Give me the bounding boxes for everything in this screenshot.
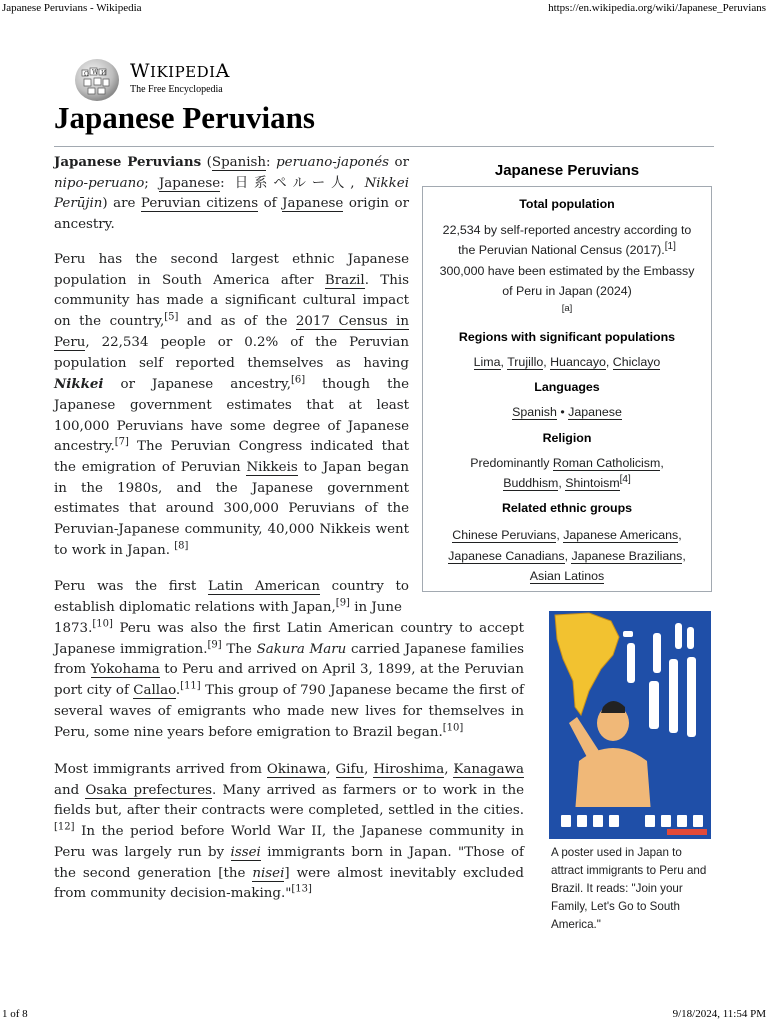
- wikipedia-globe-icon: [72, 58, 122, 102]
- ref-13[interactable]: [13]: [291, 883, 312, 895]
- link-spanish[interactable]: Spanish: [211, 155, 267, 170]
- page-title: Japanese Peruvians: [54, 100, 315, 135]
- link-huancayo[interactable]: Huancayo: [550, 355, 606, 369]
- link-lima[interactable]: Lima: [473, 355, 501, 369]
- link-roman-catholicism[interactable]: Roman Catholicism: [552, 456, 661, 470]
- infobox-related-line2: Japanese Canadians, Japanese Brazilians,: [448, 549, 686, 563]
- infobox-languages: Spanish • Japanese: [512, 405, 622, 419]
- print-header: [2, 2, 766, 16]
- infobox-header-regions: Regions with significant populations: [458, 330, 676, 344]
- infobox-pop-line1: 22,534 by self-reported ancestry according to: [442, 223, 692, 237]
- print-header-title: Japanese Peruvians - Wikipedia: [2, 2, 142, 14]
- ref-9[interactable]: [9]: [335, 597, 350, 609]
- ref-8[interactable]: [8]: [174, 540, 189, 552]
- infobox-header-religion: Religion: [542, 431, 592, 445]
- ref-10[interactable]: [10]: [92, 618, 113, 630]
- infobox: [422, 186, 712, 592]
- link-peruvian-citizens[interactable]: Peruvian citizens: [140, 196, 259, 212]
- poster-caption: A poster used in Japan to attract immigrants to Peru and Brazil. It reads: "Join your Family, Let's Go to South America.": [551, 846, 707, 931]
- infobox-religion-line2: Buddhism, Shintoism[4]: [503, 473, 631, 490]
- ref-12[interactable]: [12]: [54, 821, 75, 833]
- link-nikkeis[interactable]: Nikkeis: [246, 460, 298, 476]
- ref-9b[interactable]: [9]: [207, 639, 222, 651]
- infobox-title: Japanese Peruvians: [494, 162, 640, 179]
- ref-10b[interactable]: [10]: [442, 722, 464, 734]
- link-callao[interactable]: Callao: [133, 683, 176, 699]
- ref-4[interactable]: [4]: [619, 473, 631, 485]
- infobox-related-line3: [427, 566, 707, 586]
- link-japanese-language[interactable]: Japanese: [158, 175, 221, 191]
- page-number: 1 of 8: [2, 1008, 28, 1020]
- print-footer: [2, 1008, 766, 1022]
- link-osaka[interactable]: Osaka prefectures: [85, 782, 213, 798]
- wikipedia-wordmark: WIKIPEDIA: [130, 60, 230, 82]
- print-header-url[interactable]: https://en.wikipedia.org/wiki/Japanese_Peruvians: [548, 2, 766, 14]
- svg-text:Ω: Ω: [84, 71, 89, 78]
- link-latin-american[interactable]: Latin American: [208, 579, 320, 594]
- title-divider: [54, 146, 714, 147]
- svg-text:И: И: [101, 70, 107, 77]
- infobox-header-related: Related ethnic groups: [501, 501, 633, 515]
- link-okinawa[interactable]: Okinawa: [266, 762, 327, 777]
- wikipedia-logo[interactable]: [72, 56, 272, 102]
- emigration-poster-image[interactable]: [549, 611, 711, 839]
- link-yokohama[interactable]: Yokohama: [90, 662, 160, 678]
- ref-5[interactable]: [5]: [164, 311, 179, 323]
- link-spanish-language[interactable]: Spanish: [512, 405, 557, 419]
- paragraph-immigrants: Most immigrants arrived from Okinawa, Gifu, Hiroshima, Kanagawa and Osaka prefectures. Many arrived as farmers or to work in the fields but, after their contracts were completed, settled in the cities.[12] In the period before World War II, the Japanese community in Peru was largely run by issei immigrants born in Japan. "Those of the second generation [the nisei] were almost inevitably excluded from community decision-making."[13]: [54, 762, 525, 902]
- ref-7[interactable]: [7]: [114, 436, 129, 448]
- link-japanese-brazilians[interactable]: Japanese Brazilians: [571, 549, 683, 563]
- infobox-religion-line1: Predominantly Roman Catholicism,: [470, 456, 664, 470]
- link-japanese-lang[interactable]: Japanese: [568, 405, 622, 419]
- ref-11[interactable]: [11]: [180, 680, 201, 692]
- link-kanagawa[interactable]: Kanagawa: [453, 762, 525, 777]
- link-japanese-people[interactable]: Japanese: [282, 196, 344, 212]
- infobox-pop-line3: 300,000 have been estimated by the Embassy: [439, 264, 695, 278]
- link-japanese-americans[interactable]: Japanese Americans: [563, 528, 679, 542]
- infobox-related-line1: Chinese Peruvians, Japanese Americans,: [452, 528, 682, 542]
- paragraph-population: Peru has the second largest ethnic Japanese population in South America after Brazil. This community has made a significant cultural impact on the country,[5] and as of the 2017 Census in Peru, 22,534 people or 0.2% of the Peruvian population self reported themselves as having Nikkei or Japanese ancestry,[6] though the Japanese government estimates that at least 100,000 Peruvians have some degree of Japanese ancestry.[7] The Peruvian Congress indicated that the emigration of Peruvian Nikkeis to Japan began in the 1980s, and the Japanese government estimates that around 300,000 Peruvians of the Peruvian-Japanese community, 40,000 Nikkeis went to work in Japan. [8]: [54, 252, 410, 558]
- infobox-pop-line2: the Peruvian National Census (2017).[1]: [458, 240, 676, 257]
- link-asian-latinos[interactable]: Asian Latinos: [529, 569, 605, 583]
- infobox-regions: Lima, Trujillo, Huancayo, Chiclayo: [473, 355, 661, 369]
- link-issei[interactable]: issei: [230, 844, 261, 860]
- ref-1[interactable]: [1]: [664, 240, 676, 252]
- link-japanese-canadians[interactable]: Japanese Canadians: [448, 549, 565, 563]
- link-shintoism[interactable]: Shintoism: [565, 476, 620, 490]
- link-hiroshima[interactable]: Hiroshima: [373, 762, 445, 777]
- paragraph-diplomacy-a: Peru was the first Latin American country to establish diplomatic relations with Japan,[9] in June: [54, 579, 409, 615]
- link-nisei[interactable]: nisei: [252, 865, 285, 881]
- infobox-header-languages: Languages: [534, 380, 600, 394]
- link-2017-census[interactable]: 2017 Census in Peru: [54, 314, 410, 350]
- link-trujillo[interactable]: Trujillo: [507, 355, 544, 369]
- print-datetime: 9/18/2024, 11:54 PM: [672, 1008, 766, 1020]
- link-chinese-peruvians[interactable]: Chinese Peruvians: [452, 528, 557, 542]
- link-buddhism[interactable]: Buddhism: [503, 476, 559, 490]
- wikipedia-tagline: The Free Encyclopedia: [130, 84, 223, 95]
- infobox-pop-line4: of Peru in Japan (2024): [502, 284, 632, 298]
- note-a[interactable]: [a]: [561, 303, 573, 314]
- ref-6[interactable]: [6]: [290, 374, 306, 386]
- link-gifu[interactable]: Gifu: [335, 762, 365, 777]
- paragraph-diplomacy: 1873.[10] Peru was also the first Latin American country to accept Japanese immigration.[9] The Sakura Maru carried Japanese families from Yokohama to Peru and arrived on April 3, 1899, at the Peruvian port city of Callao.[11] This group of 790 Japanese became the first of several waves of emigrants who made new lives for themselves in Peru, some nine years before emigration to Brazil began.[10]: [54, 618, 525, 740]
- lead-paragraph: Japanese Peruvians (Spanish: peruano-japonés or nipo-peruano; Japanese: 日系ペルー人, Nikkei Perūjin) are Peruvian citizens of Japanese origin or ancestry.: [54, 154, 409, 233]
- infobox-header-total-population: Total population: [519, 197, 615, 211]
- link-chiclayo[interactable]: Chiclayo: [612, 355, 661, 369]
- svg-text:W: W: [92, 69, 99, 76]
- link-brazil[interactable]: Brazil: [324, 272, 365, 288]
